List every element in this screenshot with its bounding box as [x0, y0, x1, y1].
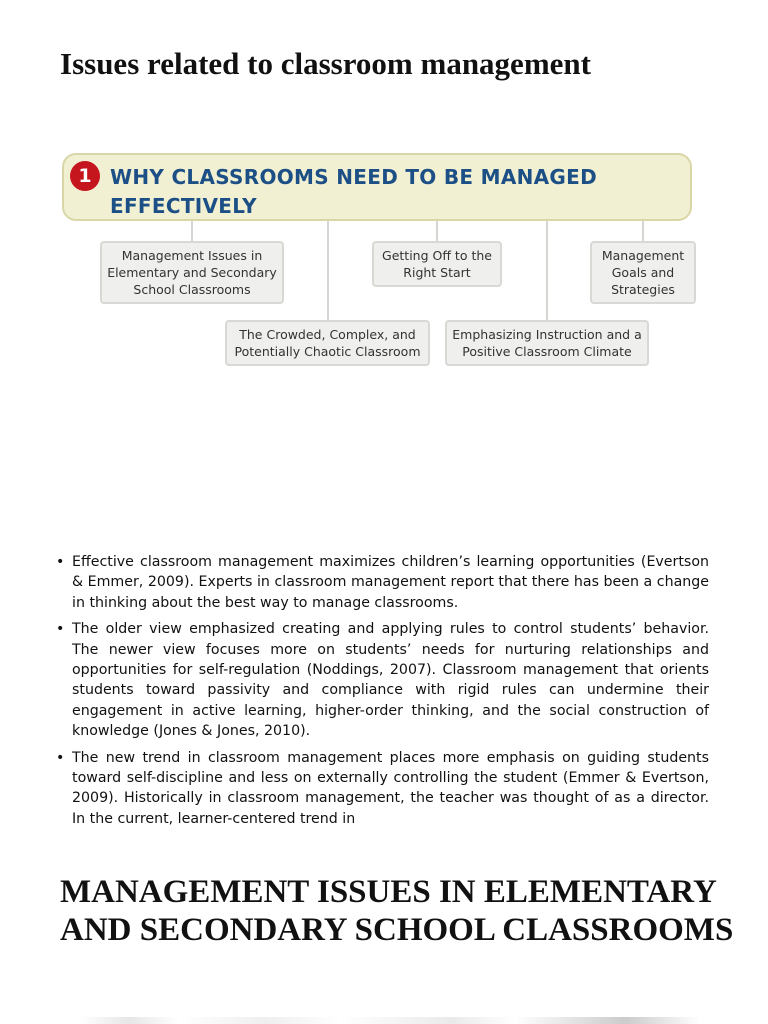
- list-item: [56, 748, 709, 830]
- bullet-text: The new trend in classroom management places more emphasis on guiding students toward self-discipline and less on externally controlling the student (Emmer & Evertson, 2009). Historically in classroom management, the teacher was thought of as a director. In the current, learner-centered trend in: [72, 749, 709, 827]
- topic-box-goals-strategies: Management Goals and Strategies: [590, 241, 696, 304]
- concept-map-heading: WHY CLASSROOMS NEED TO BE MANAGED EFFECTIVELY: [110, 165, 598, 218]
- topic-box-right-start: Getting Off to the Right Start: [372, 241, 502, 287]
- bullet-marker: •: [56, 621, 65, 638]
- concept-map-main-box: [62, 153, 692, 221]
- bullet-marker: •: [56, 749, 65, 766]
- topic-box-crowded-classroom: The Crowded, Complex, and Potentially Chaotic Classroom: [225, 320, 430, 366]
- bullet-text: Effective classroom management maximizes children’s learning opportunities (Evertson & Emmer, 2009). Experts in classroom management report that there has been a change in thinking about the best way to manage classrooms.: [72, 554, 709, 611]
- topic-box-management-issues: Management Issues in Elementary and Secondary School Classrooms: [100, 241, 284, 304]
- list-item: [56, 619, 709, 741]
- topic-box-instruction-climate: Emphasizing Instruction and a Positive Classroom Climate: [445, 320, 649, 366]
- cropped-image-edge: [80, 1017, 700, 1024]
- section-number-badge: 1: [70, 161, 100, 191]
- concept-map: [58, 150, 700, 372]
- bullet-list: [56, 552, 709, 835]
- bullet-text: The older view emphasized creating and applying rules to control students’ behavior. The newer view focuses more on students’ needs for nurturing relationships and opportunities for self-regulation (Noddings, 2007). Classroom management that orients students toward passivity and compliance with rigid rules can undermine their engagement in active learning, higher-order thinking, and the social construction of knowledge (Jones & Jones, 2010).: [72, 621, 709, 740]
- section-heading: MANAGEMENT ISSUES IN ELEMENTARY AND SECONDARY SCHOOL CLASSROOMS: [60, 874, 734, 948]
- bullet-marker: •: [56, 554, 65, 570]
- list-item: [56, 552, 709, 613]
- page-title: Issues related to classroom management: [60, 46, 591, 81]
